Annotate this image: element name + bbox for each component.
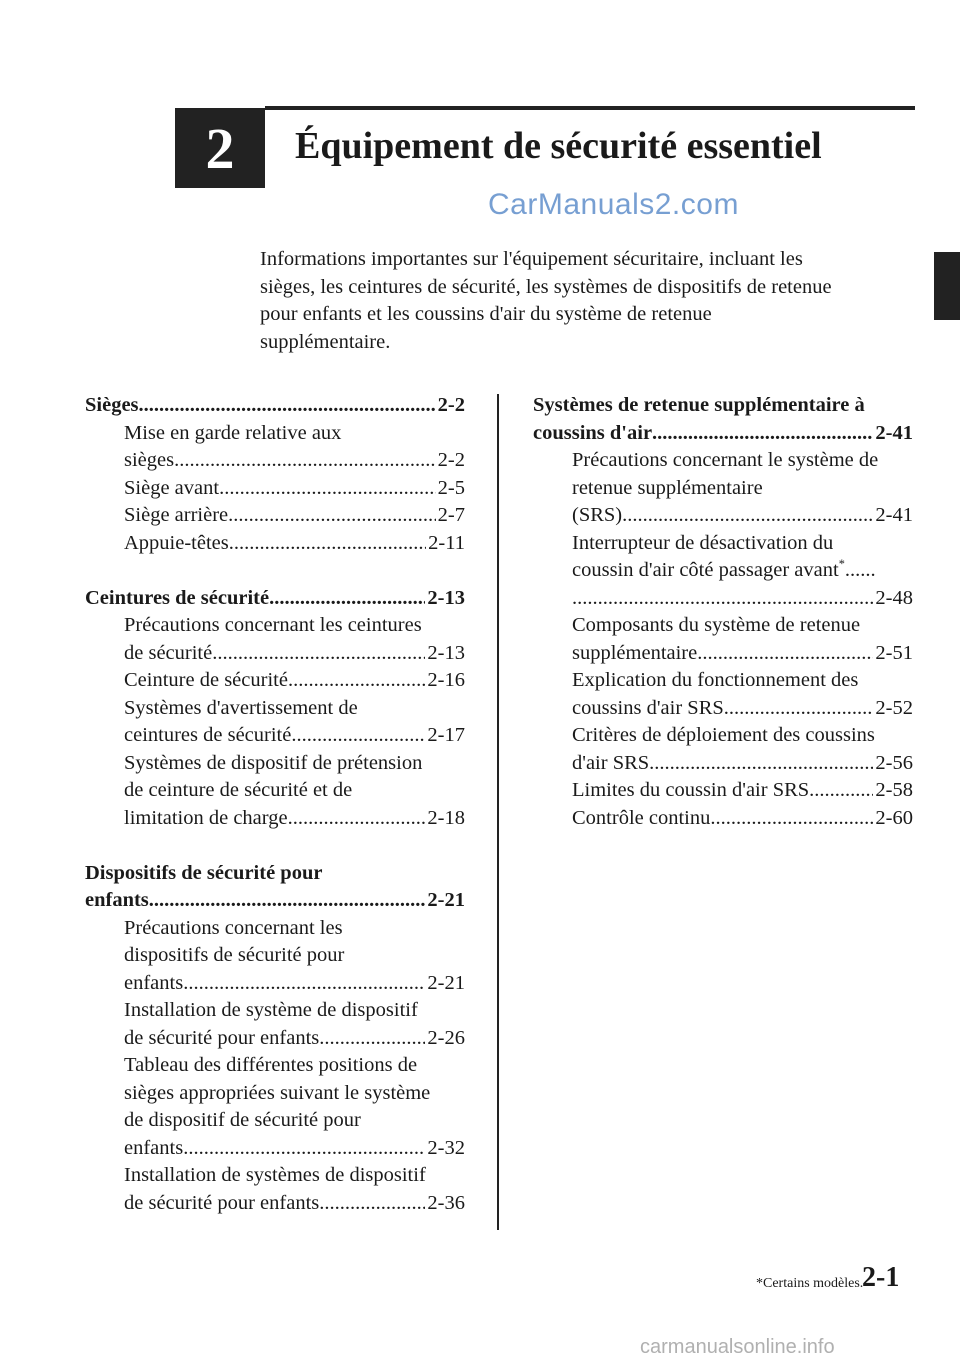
toc-entry-text: Précautions concernant le système de xyxy=(572,449,879,471)
leader-dots xyxy=(183,970,425,998)
toc-entry-text: Explication du fonctionnement des xyxy=(572,669,859,691)
toc-page-ref: 2-18 xyxy=(427,806,465,829)
toc-section-title: Ceintures de sécurité xyxy=(85,586,270,609)
chapter-side-tab xyxy=(934,252,960,320)
footnote-mark: * xyxy=(838,557,845,572)
toc-page-ref: 2-41 xyxy=(875,421,913,444)
toc-entry[interactable] xyxy=(85,805,465,833)
toc-entry[interactable] xyxy=(533,805,913,833)
toc-entry-title: Ceinture de sécurité xyxy=(124,669,288,691)
toc-entry-text: Critères de déploiement des coussins xyxy=(572,724,875,746)
page-number: 2-1 xyxy=(862,1262,900,1293)
leader-dots xyxy=(291,722,425,750)
toc-entry-text: Systèmes de dispositif de prétension xyxy=(124,751,423,774)
leader-dots xyxy=(183,1135,425,1163)
toc-page-ref: 2-13 xyxy=(427,586,465,609)
toc-page-ref: 2-36 xyxy=(427,1191,465,1214)
toc-section-srs[interactable] xyxy=(533,420,913,448)
toc-page-ref: 2-7 xyxy=(437,504,465,526)
toc-entry-title: enfants xyxy=(124,971,184,994)
toc-entry-title: supplémentaire xyxy=(572,641,698,664)
intro-line: Informations importantes sur l'équipement sécuritaire, incluant les xyxy=(260,248,803,270)
toc-entry-title: enfants xyxy=(124,1136,184,1159)
toc-entry[interactable] xyxy=(85,722,465,750)
toc-page-ref: 2-60 xyxy=(875,806,913,829)
toc-entry-text-with-mark xyxy=(533,557,913,585)
toc-page-ref: 2-16 xyxy=(427,669,465,691)
toc-entry-text: retenue supplémentaire xyxy=(572,476,763,499)
leader-dots xyxy=(697,640,873,668)
toc-section-dispositifs[interactable] xyxy=(85,887,465,915)
toc-page-ref: 2-2 xyxy=(437,449,465,471)
toc-entry-text: de ceinture de sécurité et de xyxy=(124,779,353,801)
toc-page-ref: 2-11 xyxy=(428,531,465,554)
intro-line: supplémentaire. xyxy=(260,330,391,353)
leader-dots xyxy=(724,695,874,723)
footnote: *Certains modèles. xyxy=(756,1276,864,1291)
toc-entry-text: Interrupteur de désactivation du xyxy=(572,531,834,554)
toc-group-srs xyxy=(533,392,913,832)
toc-section-sieges[interactable] xyxy=(85,392,465,420)
toc-entry-text: Composants du système de retenue xyxy=(572,614,861,636)
leader-dots xyxy=(319,1025,425,1053)
intro-line: sièges, les ceintures de sécurité, les systèmes de dispositifs de retenue xyxy=(260,275,832,298)
leader-dots xyxy=(288,667,425,695)
chapter-number-block xyxy=(175,108,265,188)
toc-entry[interactable] xyxy=(533,777,913,805)
leader-dots xyxy=(219,475,436,503)
toc-entry-text: sièges appropriées suivant le système xyxy=(124,1081,431,1104)
toc-section-title: enfants xyxy=(85,889,149,911)
toc-entry-title: de sécurité pour enfants xyxy=(124,1026,320,1049)
toc-entry-title: (SRS) xyxy=(572,504,623,526)
toc-entry-title: Contrôle continu xyxy=(572,806,711,829)
toc-page-ref: 2-48 xyxy=(875,586,913,609)
toc-entry[interactable] xyxy=(85,1025,465,1053)
toc-entry[interactable] xyxy=(85,447,465,475)
toc-entry[interactable] xyxy=(533,750,913,778)
leader-dots xyxy=(229,530,426,558)
toc-entry[interactable] xyxy=(533,640,913,668)
toc-right-column xyxy=(533,392,913,832)
toc-entry[interactable] xyxy=(533,695,913,723)
leader-dots xyxy=(149,887,426,915)
toc-entry-title: Appuie-têtes xyxy=(124,531,229,554)
footer-watermark: carmanualsonline.info xyxy=(640,1336,835,1358)
toc-entry[interactable] xyxy=(85,502,465,530)
leader-dots xyxy=(622,502,873,530)
intro-paragraph xyxy=(260,246,920,356)
leader-dots xyxy=(319,1190,425,1218)
toc-entry-text: Installation de systèmes de dispositif xyxy=(124,1164,426,1186)
toc-entry-text: Mise en garde relative aux xyxy=(124,421,342,444)
toc-page-ref: 2-2 xyxy=(437,394,465,416)
toc-entry-title: de sécurité pour enfants xyxy=(124,1191,320,1214)
toc-section-title: coussins d'air xyxy=(533,421,653,444)
toc-entry-title: de sécurité xyxy=(124,641,213,664)
toc-group-ceintures xyxy=(85,585,465,833)
toc-page-ref: 2-21 xyxy=(427,971,465,994)
toc-group-sieges xyxy=(85,392,465,557)
leader-dots xyxy=(139,392,436,420)
toc-entry-title: d'air SRS xyxy=(572,751,650,774)
leader-dots xyxy=(649,750,873,778)
toc-section-title: Sièges xyxy=(85,394,139,416)
toc-page-ref: 2-51 xyxy=(875,641,913,664)
toc-group-dispositifs xyxy=(85,860,465,1218)
watermark-logo: CarManuals2.com xyxy=(488,188,739,221)
toc-page-ref: 2-26 xyxy=(427,1026,465,1049)
intro-line: pour enfants et les coussins d'air du système de retenue xyxy=(260,303,712,325)
toc-page-ref: 2-58 xyxy=(875,779,913,801)
toc-entry[interactable] xyxy=(85,530,465,558)
leader-dots xyxy=(652,420,873,448)
toc-entry[interactable] xyxy=(85,970,465,998)
toc-entry-title: ceintures de sécurité xyxy=(124,724,292,746)
toc-section-title-line: Dispositifs de sécurité pour xyxy=(85,861,323,884)
leader-dots xyxy=(269,585,425,613)
toc-page-ref: 2-5 xyxy=(437,476,465,499)
toc-entry-text: Précautions concernant les xyxy=(124,916,343,939)
toc-entry[interactable] xyxy=(85,1190,465,1218)
toc-entry-title: coussins d'air SRS xyxy=(572,696,724,719)
toc-page-ref: 2-21 xyxy=(427,889,465,911)
chapter-title: Équipement de sécurité essentiel xyxy=(295,125,822,167)
chapter-number: 2 xyxy=(205,115,235,181)
chapter-title-rule xyxy=(265,106,915,110)
leader-dots xyxy=(572,585,873,613)
leader-dots xyxy=(288,805,426,833)
leader-dots xyxy=(809,777,873,805)
leader-dots xyxy=(228,502,436,530)
toc-entry-text: Précautions concernant les ceintures xyxy=(124,614,422,636)
leader-dots-text: ...... xyxy=(844,559,876,581)
toc-entry-title: Limites du coussin d'air SRS xyxy=(572,779,810,801)
toc-entry[interactable] xyxy=(85,667,465,695)
toc-entry-text: Tableau des différentes positions de xyxy=(124,1054,418,1076)
leader-dots xyxy=(174,447,436,475)
toc-entry-text: Systèmes d'avertissement de xyxy=(124,696,358,719)
toc-entry[interactable] xyxy=(533,502,913,530)
toc-entry-title: Siège avant xyxy=(124,476,220,499)
toc-page-ref: 2-41 xyxy=(875,504,913,526)
toc-entry[interactable] xyxy=(85,475,465,503)
toc-entry[interactable] xyxy=(85,1135,465,1163)
column-divider xyxy=(497,394,499,1230)
toc-section-ceintures[interactable] xyxy=(85,585,465,613)
toc-entry-text: Installation de système de dispositif xyxy=(124,999,418,1021)
toc-page-ref: 2-56 xyxy=(875,751,913,774)
toc-entry[interactable] xyxy=(85,640,465,668)
toc-page-ref: 2-32 xyxy=(427,1136,465,1159)
toc-page-ref: 2-52 xyxy=(875,696,913,719)
toc-page-ref: 2-13 xyxy=(427,641,465,664)
toc-entry-title: coussin d'air côté passager avant xyxy=(572,559,839,581)
leader-dots xyxy=(212,640,425,668)
toc-entry-text: de dispositif de sécurité pour xyxy=(124,1109,361,1131)
toc-entry[interactable] xyxy=(533,585,913,613)
toc-page-ref: 2-17 xyxy=(427,724,465,746)
toc-entry-title: sièges xyxy=(124,449,175,471)
toc-entry-text: dispositifs de sécurité pour xyxy=(124,944,345,966)
leader-dots xyxy=(710,805,873,833)
toc-entry-title: limitation de charge xyxy=(124,806,288,829)
toc-entry-title: Siège arrière xyxy=(124,504,229,526)
toc-section-title-line: Systèmes de retenue supplémentaire à xyxy=(533,394,865,416)
toc-left-column xyxy=(85,392,465,1217)
